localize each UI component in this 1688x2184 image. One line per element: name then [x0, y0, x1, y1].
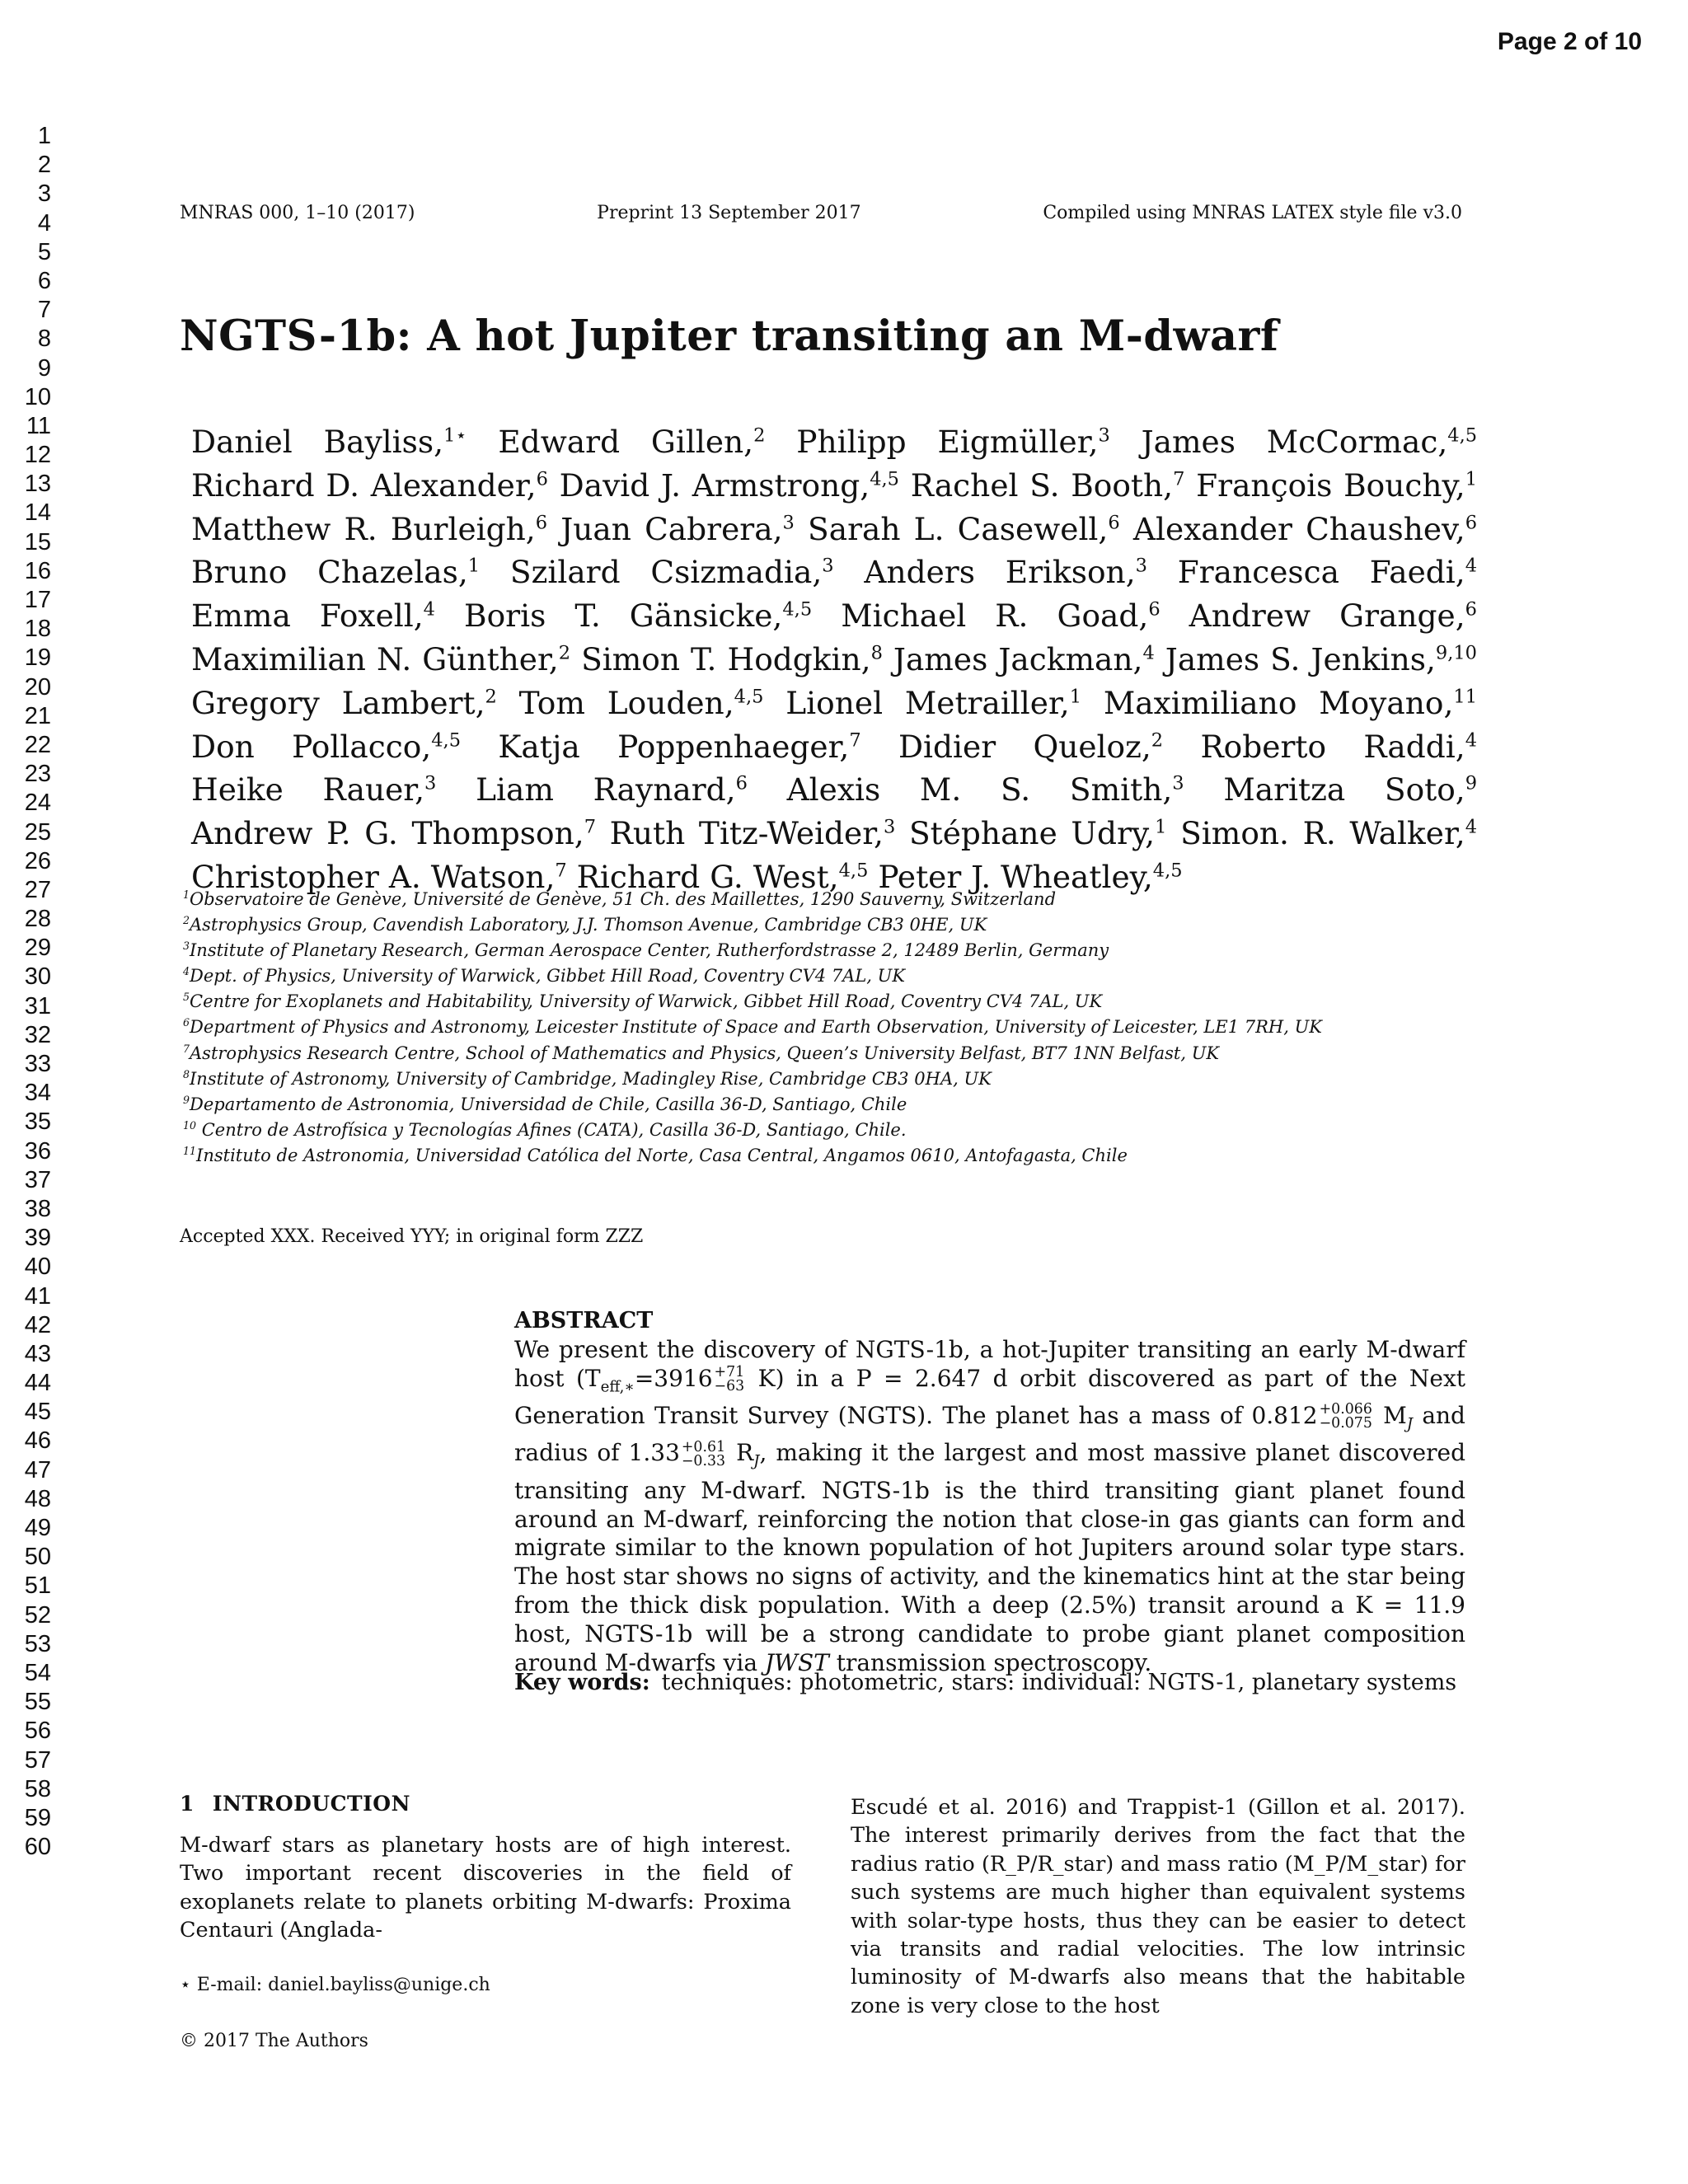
- journal-ref: MNRAS 000, 1–10 (2017): [180, 203, 415, 223]
- line-number: 19: [24, 644, 51, 672]
- author-affiliation-marker: 3: [822, 555, 834, 577]
- line-number: 20: [24, 673, 51, 701]
- author-affiliation-marker: 7: [849, 729, 861, 752]
- author: Lionel Metrailler,$^1$: [785, 684, 1082, 721]
- author: Didier Queloz,$^2$: [898, 728, 1164, 765]
- author: Francesca Faedi,$^4$: [1177, 554, 1478, 591]
- author: Christopher A. Watson,$^7$: [191, 858, 567, 895]
- line-number: 54: [24, 1659, 51, 1686]
- line-number: 29: [24, 935, 51, 962]
- affiliation: $^8$Institute of Astronomy, University of Cambridge, Madingley Rise, Cambridge CB3 0HA, UK: [183, 1067, 992, 1089]
- affiliation-list: [183, 887, 1502, 1169]
- line-number: 43: [24, 1340, 51, 1367]
- line-number: 11: [26, 412, 51, 439]
- preprint-date: Preprint 13 September 2017: [597, 203, 861, 223]
- line-number: 33: [24, 1051, 51, 1077]
- affiliation: $^2$Astrophysics Group, Cavendish Laboratory, J.J. Thomson Avenue, Cambridge CB3 0HE, UK: [183, 914, 987, 935]
- line-number: 58: [24, 1775, 51, 1802]
- author-affiliation-marker: 4,5: [1447, 424, 1478, 447]
- section-title: INTRODUCTION: [212, 1792, 410, 1816]
- author: Boris T. Gänsicke,$^{4,5}$: [464, 598, 813, 635]
- line-number: 10: [24, 383, 51, 410]
- line-number: 34: [24, 1080, 51, 1107]
- abstract-text: We present the discovery of NGTS-1b, a hot-Jupiter transiting an early M-dwarf host ($T_{eff,∗}=3916$ +71 −63 K) in a P = 2.647 d orbit discovered as part of the Next Generation Transit Survey (NGTS). The planet has a mass of 0.812 +0.066 −0.075 $M_J$ and radius of 1.33 +0.61 −0.33 $R_J$, making it the largest and most massive planet discovered transiting any M-dwarf. NGTS-1b is the third transiting giant planet found around an M-dwarf, reinforcing the notion that close-in gas giants can form and migrate similar to the known population of hot Jupiters around solar type stars. The host star shows no signs of activity, and the kinematics hint at the star being from the thick disk population. With a deep (2.5%) transit around a K = 11.9 host, NGTS-1b will be a strong candidate to probe giant planet composition around M-dwarfs via JWST transmission spectroscopy.: [514, 1335, 1466, 1676]
- affiliation: $^{10}$ Centro de Astrofísica y Tecnologías Afines (CATA), Casilla 36-D, Santiago, Chile.: [183, 1118, 907, 1140]
- line-number: 24: [24, 790, 51, 817]
- author: Matthew R. Burleigh,$^6$: [191, 510, 548, 547]
- line-number: 16: [24, 557, 51, 584]
- author: Edward Gillen,$^2$: [498, 424, 766, 460]
- author: Andrew P. G. Thompson,$^7$: [191, 815, 597, 852]
- author: Juan Cabrera,$^3$: [560, 510, 795, 547]
- author-list: [191, 420, 1477, 899]
- line-number: 38: [24, 1195, 51, 1222]
- affiliation: $^5$Centre for Exoplanets and Habitability, University of Warwick, Gibbet Hill Road, Coventry CV4 7AL, UK: [183, 991, 1103, 1012]
- author: Gregory Lambert,$^2$: [191, 684, 497, 721]
- section-heading: [180, 1792, 429, 1816]
- line-number: 5: [37, 238, 51, 265]
- author: David J. Armstrong,$^{4,5}$: [559, 466, 899, 504]
- page-number: Page 2 of 10: [1497, 28, 1642, 55]
- author-affiliation-marker: 1: [1069, 686, 1082, 708]
- line-number: 42: [24, 1311, 51, 1338]
- line-number: 45: [24, 1399, 51, 1426]
- paper-title: NGTS-1b: A hot Jupiter transiting an M-dwarf: [180, 312, 1279, 361]
- author-affiliation-marker: 1: [467, 555, 481, 577]
- line-number: 13: [24, 471, 51, 498]
- author: Maximilian N. Günther,$^2$: [191, 640, 571, 677]
- author-affiliation-marker: 2: [1151, 729, 1164, 752]
- affiliation: $^{11}$Instituto de Astronomia, Universidad Católica del Norte, Casa Central, Angamos 0610, Antofagasta, Chile: [183, 1144, 1128, 1165]
- line-number: 37: [24, 1166, 51, 1193]
- author-affiliation-marker: 6: [1465, 598, 1477, 621]
- footnote-email: ⋆ E-mail: daniel.bayliss@unige.ch: [180, 1975, 490, 1995]
- author: Heike Rauer,$^3$: [191, 771, 437, 808]
- author-affiliation-marker: 9,10: [1435, 642, 1477, 664]
- line-number: 44: [24, 1370, 51, 1397]
- author: Simon T. Hodgkin,$^8$: [581, 640, 883, 677]
- author: Sarah L. Casewell,$^6$: [808, 510, 1120, 547]
- affiliation: $^7$Astrophysics Research Centre, School of Mathematics and Physics, Queen’s University Belfast, BT7 1NN Belfast, UK: [183, 1042, 1220, 1063]
- line-number: 17: [24, 587, 51, 613]
- author: Daniel Bayliss,$^{1⋆}$: [191, 424, 467, 460]
- line-number: 25: [24, 818, 51, 846]
- author: Ruth Titz-Weider,$^3$: [609, 815, 896, 852]
- author-affiliation-marker: 6: [535, 512, 548, 534]
- line-number: 51: [24, 1572, 51, 1600]
- author-affiliation-marker: 8: [870, 642, 883, 664]
- line-number: 6: [37, 267, 51, 294]
- author-affiliation-marker: 4,5: [1152, 860, 1183, 882]
- line-number: 14: [24, 499, 51, 527]
- author-affiliation-marker: 4: [423, 598, 435, 621]
- author-affiliation-marker: 4: [1465, 555, 1478, 577]
- author: Roberto Raddi,$^4$: [1200, 728, 1478, 765]
- line-number: 50: [24, 1544, 51, 1571]
- author-affiliation-marker: 3: [424, 772, 437, 794]
- author: Katja Poppenhaeger,$^7$: [498, 728, 861, 765]
- author-affiliation-marker: 4,5: [782, 598, 813, 621]
- line-number: 2: [37, 152, 51, 179]
- author-affiliation-marker: 3: [782, 512, 795, 534]
- author-affiliation-marker: 4,5: [734, 686, 764, 708]
- abstract-heading: ABSTRACT: [514, 1308, 654, 1333]
- author-affiliation-marker: 1: [1155, 816, 1167, 838]
- author-affiliation-marker: 6: [1465, 512, 1478, 534]
- line-number: 7: [37, 297, 51, 324]
- line-number: 22: [24, 731, 51, 758]
- author-affiliation-marker: 4: [1142, 642, 1155, 664]
- compile-note: Compiled using MNRAS LATEX style file v3.0: [1043, 203, 1462, 223]
- author-affiliation-marker: 4: [1465, 729, 1478, 752]
- author-affiliation-marker: 2: [485, 686, 497, 708]
- keywords-text: techniques: photometric, stars: individual: NGTS-1, planetary systems: [661, 1670, 1457, 1695]
- line-number: 1: [37, 123, 51, 149]
- affiliation: $^9$Departamento de Astronomia, Universidad de Chile, Casilla 36-D, Santiago, Chile: [183, 1093, 907, 1114]
- author: Philipp Eigmüller,$^3$: [796, 424, 1110, 460]
- intro-column-right: Escudé et al. 2016) and Trappist-1 (Gillon et al. 2017). The interest primarily derives from the fact that the radius ratio (R_P/R_star) and mass ratio (M_P/M_star) for such systems are much higher than equivalent systems with solar-type hosts, thus they can be easier to detect via transits and radial velocities. The low intrinsic luminosity of M-dwarfs also means that the habitable zone is very close to the host: [851, 1795, 1465, 2018]
- author-affiliation-marker: 2: [753, 424, 766, 447]
- affiliation: $^4$Dept. of Physics, University of Warwick, Gibbet Hill Road, Coventry CV4 7AL, UK: [183, 965, 906, 987]
- author: Maritza Soto,$^9$: [1223, 771, 1478, 808]
- running-header: [180, 203, 1462, 223]
- author: Stéphane Udry,$^1$: [908, 815, 1167, 852]
- line-number: 56: [24, 1718, 51, 1745]
- author: Liam Raynard,$^6$: [476, 771, 748, 808]
- author-affiliation-marker: 6: [1108, 512, 1120, 534]
- author-affiliation-marker: 3: [1098, 424, 1110, 447]
- line-number: 31: [24, 992, 51, 1019]
- author: Tom Louden,$^{4,5}$: [518, 684, 764, 721]
- author: Don Pollacco,$^{4,5}$: [191, 728, 462, 765]
- line-number: 8: [37, 326, 51, 353]
- line-number: 40: [24, 1254, 51, 1281]
- line-number: 59: [24, 1804, 51, 1831]
- line-number: 39: [24, 1225, 51, 1252]
- line-number: 26: [24, 847, 51, 874]
- line-number: 27: [24, 876, 51, 903]
- received-dates: Accepted XXX. Received YYY; in original form ZZZ: [180, 1226, 644, 1247]
- author: Bruno Chazelas,$^1$: [191, 554, 481, 591]
- author-affiliation-marker: 3: [1172, 772, 1184, 794]
- author-affiliation-marker: 7: [1173, 468, 1185, 490]
- author-affiliation-marker: 7: [584, 816, 597, 838]
- author: Michael R. Goad,$^6$: [841, 598, 1160, 635]
- intro-column-left: M-dwarf stars as planetary hosts are of high interest. Two important recent discoveries in the field of exoplanets relate to planets orbiting M-dwarfs: Proxima Centauri (Anglada-: [180, 1833, 791, 1943]
- author: James S. Jenkins,$^{9,10}$: [1165, 640, 1477, 677]
- author: François Bouchy,$^1$: [1196, 466, 1478, 504]
- line-number: 21: [24, 702, 51, 729]
- author-affiliation-marker: 2: [558, 642, 571, 664]
- line-numbers: [0, 122, 54, 1862]
- line-number: 53: [24, 1630, 51, 1657]
- keywords: [514, 1670, 1470, 1695]
- line-number: 32: [24, 1021, 51, 1048]
- section-number: 1: [180, 1792, 195, 1816]
- author-affiliation-marker: 4,5: [838, 860, 869, 882]
- author-affiliation-marker: 3: [883, 816, 896, 838]
- line-number: 18: [24, 616, 51, 643]
- line-number: 57: [24, 1746, 51, 1774]
- line-number: 47: [24, 1456, 51, 1483]
- author-affiliation-marker: 7: [555, 860, 567, 882]
- affiliation: $^3$Institute of Planetary Research, German Aerospace Center, Rutherfordstrasse 2, 12489 Berlin, Germany: [183, 940, 1109, 961]
- line-number: 3: [37, 180, 51, 208]
- line-number: 46: [24, 1427, 51, 1455]
- author: Andrew Grange,$^6$: [1189, 598, 1477, 635]
- author-affiliation-marker: 6: [1148, 598, 1160, 621]
- line-number: 48: [24, 1485, 51, 1512]
- author-affiliation-marker: 1: [1465, 468, 1478, 490]
- author: Alexis M. S. Smith,$^3$: [786, 771, 1184, 808]
- author: Richard G. West,$^{4,5}$: [576, 858, 869, 895]
- author-affiliation-marker: 6: [735, 772, 748, 794]
- author-affiliation-marker: 6: [536, 468, 548, 490]
- author-affiliation-marker: 3: [1135, 555, 1147, 577]
- line-number: 12: [24, 442, 51, 469]
- line-number: 28: [24, 906, 51, 933]
- affiliation: $^1$Observatoire de Genève, Université de Genève, 51 Ch. des Maillettes, 1290 Sauverny, Switzerland: [183, 888, 1057, 909]
- line-number: 35: [24, 1108, 51, 1136]
- line-number: 30: [24, 963, 51, 991]
- abstract: [514, 1307, 1465, 1677]
- line-number: 9: [37, 354, 51, 382]
- keywords-label: Key words:: [514, 1670, 650, 1695]
- line-number: 4: [37, 209, 51, 237]
- author-affiliation-marker: 4,5: [431, 729, 462, 752]
- line-number: 41: [24, 1282, 51, 1310]
- line-number: 52: [24, 1601, 51, 1629]
- line-number: 36: [24, 1137, 51, 1165]
- author: Szilard Csizmadia,$^3$: [509, 554, 834, 591]
- line-number: 15: [24, 528, 51, 555]
- affiliation: $^6$Department of Physics and Astronomy, Leicester Institute of Space and Earth Observation, University of Leicester, LE1 7RH, UK: [183, 1016, 1322, 1038]
- author-affiliation-marker: 9: [1465, 772, 1478, 794]
- author: Richard D. Alexander,$^6$: [191, 466, 548, 504]
- author: Simon. R. Walker,$^4$: [1180, 815, 1478, 852]
- author: Maximiliano Moyano,$^{11}$: [1103, 684, 1478, 721]
- line-number: 23: [24, 761, 51, 788]
- author: James McCormac,$^{4,5}$: [1141, 424, 1478, 460]
- author: Emma Foxell,$^4$: [191, 598, 435, 635]
- author-affiliation-marker: 1⋆: [443, 424, 467, 447]
- author: James Jackman,$^4$: [893, 640, 1155, 677]
- author-affiliation-marker: 11: [1453, 686, 1478, 708]
- line-number: 60: [24, 1834, 51, 1861]
- line-number: 55: [24, 1689, 51, 1716]
- author: Anders Erikson,$^3$: [864, 554, 1147, 591]
- author-affiliation-marker: 4: [1465, 816, 1478, 838]
- author: Peter J. Wheatley,$^{4,5}$: [878, 858, 1183, 895]
- author-affiliation-marker: 4,5: [870, 468, 899, 490]
- copyright: © 2017 The Authors: [180, 2031, 368, 2051]
- author: Alexander Chaushev,$^6$: [1132, 510, 1478, 547]
- line-number: 49: [24, 1515, 51, 1541]
- author: Rachel S. Booth,$^7$: [910, 466, 1185, 504]
